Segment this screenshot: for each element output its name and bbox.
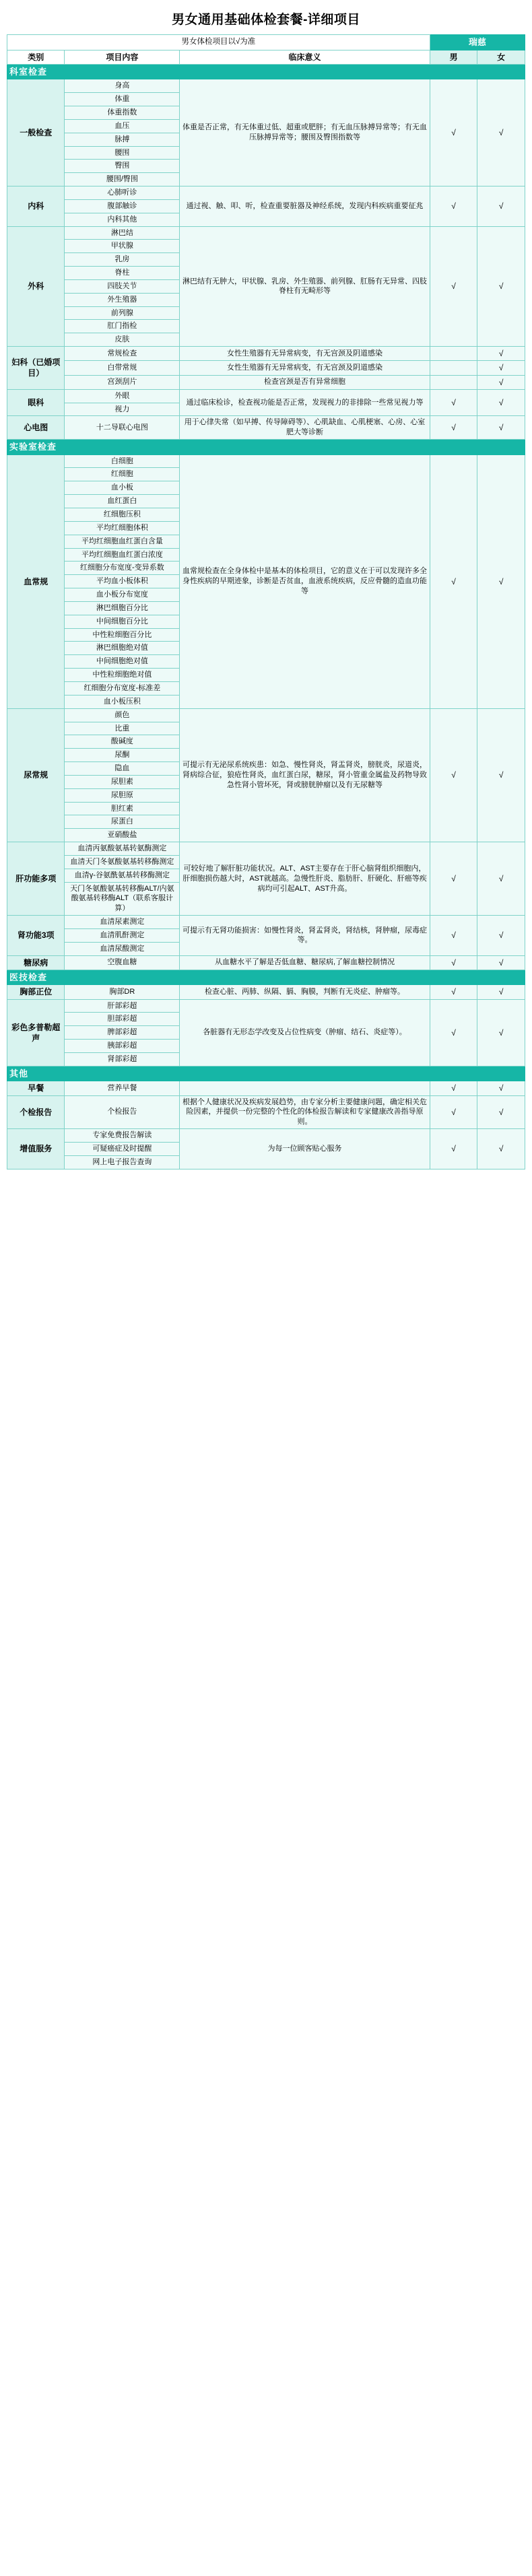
- item-cell: 颜色: [65, 708, 180, 722]
- item-cell: 中性粒细胞绝对值: [65, 669, 180, 682]
- meaning-cell: 检查宫颈是否有异常细胞: [180, 375, 430, 389]
- item-cell: 红细胞压积: [65, 508, 180, 522]
- item-cell: 肝部彩超: [65, 999, 180, 1013]
- table-row: [7, 842, 525, 856]
- item-cell: 红细胞分布宽度-标准差: [65, 681, 180, 695]
- meaning-cell: 体重是否正常，有无体重过低、超重或肥胖；有无血压脉搏异常等；有无血压脉搏异常等；腰围及臀围指数等: [180, 79, 430, 187]
- item-cell: 血小板压积: [65, 695, 180, 708]
- meaning-cell: [180, 1081, 430, 1095]
- category-cell: 心电图: [7, 416, 65, 440]
- item-cell: 宫颈刮片: [65, 375, 180, 389]
- item-cell: 血清天门冬氨酸氨基转移酶测定: [65, 855, 180, 869]
- item-cell: 脾部彩超: [65, 1026, 180, 1040]
- meaning-cell: 女性生殖器有无异常病变，有无宫颈及阴道感染: [180, 347, 430, 361]
- female-check-cell: √: [477, 985, 525, 999]
- item-cell: 红细胞: [65, 468, 180, 481]
- col-header-meaning: 临床意义: [180, 50, 430, 64]
- female-check-cell: √: [477, 79, 525, 187]
- item-cell: 天门冬氨酸氨基转移酶ALT/内氨酸氨基转移酶ALT（联系客服计算）: [65, 882, 180, 916]
- item-cell: 内科其他: [65, 213, 180, 226]
- item-cell: 甲状腺: [65, 240, 180, 253]
- meaning-cell: 通过视、触、叩、听，检查重要脏器及神经系统，发现内科疾病重要征兆: [180, 187, 430, 227]
- item-cell: 十二导联心电图: [65, 416, 180, 440]
- item-cell: 腹部触诊: [65, 199, 180, 213]
- item-cell: 可疑癌症及时提醒: [65, 1142, 180, 1155]
- item-cell: 体重: [65, 93, 180, 106]
- item-cell: 尿酮: [65, 749, 180, 762]
- female-check-cell: √: [477, 916, 525, 956]
- meaning-cell: 淋巴结有无肿大，甲状腺、乳房、外生殖器、前列腺、肛肠有无异常、四肢脊柱有无畸形等: [180, 226, 430, 347]
- item-cell: 营养早餐: [65, 1081, 180, 1095]
- item-cell: 血小板: [65, 481, 180, 495]
- category-cell: 内科: [7, 187, 65, 227]
- item-cell: 中性粒细胞百分比: [65, 628, 180, 642]
- table-row: [7, 416, 525, 440]
- item-cell: 体重指数: [65, 106, 180, 119]
- item-cell: 胸部DR: [65, 985, 180, 999]
- meaning-cell: 通过临床检诊，检查视功能是否正常，发现视力的非排除一些常见视力等: [180, 389, 430, 416]
- section-row: [7, 1066, 525, 1081]
- table-row: [7, 955, 525, 970]
- category-cell: 眼科: [7, 389, 65, 416]
- brand-cell: 瑞慈: [430, 35, 525, 50]
- item-cell: 胰部彩超: [65, 1040, 180, 1053]
- page-container: [0, 0, 532, 1179]
- female-check-cell: √: [477, 347, 525, 361]
- female-check-cell: √: [477, 1095, 525, 1129]
- item-cell: 血清γ-谷氨酰氨基转移酶测定: [65, 869, 180, 882]
- item-cell: 外眼: [65, 389, 180, 403]
- page-title: 男女通用基础体检套餐-详细项目: [172, 13, 360, 27]
- female-check-cell: √: [477, 375, 525, 389]
- item-cell: 隐血: [65, 762, 180, 776]
- col-header-male: 男: [430, 50, 477, 64]
- female-check-cell: √: [477, 955, 525, 970]
- item-cell: 皮肤: [65, 333, 180, 347]
- female-check-cell: √: [477, 708, 525, 842]
- meaning-cell: 检查心脏、两肺、纵隔、膈、胸膜，判断有无炎症、肿瘤等。: [180, 985, 430, 999]
- item-cell: 尿蛋白: [65, 815, 180, 829]
- item-cell: 空腹血糖: [65, 955, 180, 970]
- item-cell: 淋巴细胞绝对值: [65, 642, 180, 655]
- meaning-cell: 可较好地了解肝脏功能状况。ALT、AST主要存在于肝心脑肾组织细胞内，肝细胞损伤越大时，AST就越高。急慢性肝炎、脂肪肝、肝硬化、肝癌等疾病均可引起ALT、AST升高。: [180, 842, 430, 916]
- male-check-cell: √: [430, 708, 477, 842]
- item-cell: 血清肌酐测定: [65, 929, 180, 943]
- category-cell: 外科: [7, 226, 65, 347]
- item-cell: 血清尿酸测定: [65, 942, 180, 955]
- meaning-cell: 为每一位顾客贴心服务: [180, 1129, 430, 1170]
- male-check-cell: √: [430, 999, 477, 1066]
- male-check-cell: [430, 347, 477, 361]
- item-cell: 四肢关节: [65, 279, 180, 293]
- table-body: [7, 35, 525, 1170]
- header-note: 男女体检项目以√为准: [7, 35, 430, 50]
- table-row: [7, 1095, 525, 1129]
- meaning-cell: 各脏器有无形态学改变及占位性病变（肿瘤、结石、炎症等）。: [180, 999, 430, 1066]
- item-cell: 心肺听诊: [65, 187, 180, 200]
- table-row: [7, 375, 525, 389]
- category-cell: 胸部正位: [7, 985, 65, 999]
- male-check-cell: √: [430, 955, 477, 970]
- table-row: [7, 226, 525, 240]
- male-check-cell: [430, 361, 477, 375]
- category-cell: 早餐: [7, 1081, 65, 1095]
- title-wrapper: [7, 5, 525, 34]
- female-check-cell: √: [477, 1081, 525, 1095]
- item-cell: 血清丙氨酸氨基转氨酶测定: [65, 842, 180, 856]
- category-cell: 糖尿病: [7, 955, 65, 970]
- female-check-cell: √: [477, 389, 525, 416]
- category-cell: 增值服务: [7, 1129, 65, 1170]
- meaning-cell: 可提示有无泌尿系统疾患：如急、慢性肾炎，肾盂肾炎，膀胱炎，尿道炎，肾病综合征，狼疮性肾炎，血红蛋白尿，糖尿，肾小管重金属盐及药物导致急性肾小管坏死，肾或膀胱肿瘤以及有无尿糖等: [180, 708, 430, 842]
- male-check-cell: √: [430, 1095, 477, 1129]
- col-header-item: 项目内容: [65, 50, 180, 64]
- item-cell: 平均红细胞血红蛋白浓度: [65, 548, 180, 562]
- item-cell: 比重: [65, 722, 180, 735]
- category-cell: 个检报告: [7, 1095, 65, 1129]
- item-cell: 白细胞: [65, 454, 180, 468]
- male-check-cell: √: [430, 1129, 477, 1170]
- table-row: [7, 389, 525, 403]
- section-title-1: 实验室检查: [7, 440, 525, 455]
- female-check-cell: √: [477, 1129, 525, 1170]
- male-check-cell: √: [430, 916, 477, 956]
- category-cell: 一般检查: [7, 79, 65, 187]
- male-check-cell: √: [430, 1081, 477, 1095]
- category-cell: 血常规: [7, 454, 65, 708]
- item-cell: 身高: [65, 79, 180, 93]
- item-cell: 腰围/臀围: [65, 173, 180, 187]
- meaning-cell: 从血糖水平了解是否低血糖、糖尿病,了解血糖控制情况: [180, 955, 430, 970]
- male-check-cell: √: [430, 985, 477, 999]
- table-row: [7, 708, 525, 722]
- male-check-cell: √: [430, 454, 477, 708]
- meaning-cell: 女性生殖器有无异常病变，有无宫颈及阴道感染: [180, 361, 430, 375]
- col-header-female: 女: [477, 50, 525, 64]
- item-cell: 平均血小板体积: [65, 575, 180, 588]
- table-row: [7, 361, 525, 375]
- category-cell: 尿常规: [7, 708, 65, 842]
- item-cell: 红细胞分布宽度-变异系数: [65, 562, 180, 575]
- item-cell: 网上电子报告查询: [65, 1155, 180, 1169]
- male-check-cell: √: [430, 842, 477, 916]
- female-check-cell: √: [477, 842, 525, 916]
- meaning-cell: 根据个人健康状况及疾病发展趋势，由专家分析主要健康问题，确定相关危险因素，并提供一份完整的个性化的体检报告解读和专家健康改善指导原则。: [180, 1095, 430, 1129]
- table-row: [7, 454, 525, 468]
- item-cell: 胆红素: [65, 802, 180, 815]
- female-check-cell: √: [477, 226, 525, 347]
- category-cell: 妇科（已婚项目）: [7, 347, 65, 390]
- section-row: [7, 440, 525, 455]
- section-title-3: 其他: [7, 1066, 525, 1081]
- item-cell: 乳房: [65, 253, 180, 267]
- female-check-cell: √: [477, 454, 525, 708]
- table-header-row-2: [7, 50, 525, 64]
- category-cell: 彩色多普勒超声: [7, 999, 65, 1066]
- item-cell: 臀围: [65, 160, 180, 173]
- item-cell: 酸碱度: [65, 735, 180, 749]
- meaning-cell: 血常规检查在全身体检中是基本的体检项目，它的意义在于可以发现许多全身性疾病的早期迹象，诊断是否贫血，血液系统疾病，反应骨髓的造血功能等: [180, 454, 430, 708]
- male-check-cell: √: [430, 389, 477, 416]
- item-cell: 尿胆原: [65, 788, 180, 802]
- item-cell: 血小板分布宽度: [65, 588, 180, 602]
- item-cell: 血清尿素测定: [65, 916, 180, 929]
- item-cell: 淋巴结: [65, 226, 180, 240]
- category-cell: 肝功能多项: [7, 842, 65, 916]
- female-check-cell: √: [477, 361, 525, 375]
- table-row: [7, 985, 525, 999]
- item-cell: 常规检查: [65, 347, 180, 361]
- table-row: [7, 916, 525, 929]
- table-row: [7, 1129, 525, 1143]
- male-check-cell: √: [430, 187, 477, 227]
- item-cell: 中间细胞绝对值: [65, 655, 180, 669]
- item-cell: 肾部彩超: [65, 1053, 180, 1066]
- item-cell: 亚硝酸盐: [65, 829, 180, 842]
- section-title-2: 医技检查: [7, 970, 525, 985]
- item-cell: 脉搏: [65, 133, 180, 146]
- item-cell: 脊柱: [65, 267, 180, 280]
- female-check-cell: √: [477, 416, 525, 440]
- table-row: [7, 187, 525, 200]
- item-cell: 平均红细胞体积: [65, 521, 180, 535]
- medical-checkup-table: [7, 34, 525, 1170]
- male-check-cell: √: [430, 416, 477, 440]
- item-cell: 白带常规: [65, 361, 180, 375]
- table-row: [7, 79, 525, 93]
- item-cell: 胆部彩超: [65, 1013, 180, 1026]
- item-cell: 腰围: [65, 146, 180, 160]
- male-check-cell: √: [430, 79, 477, 187]
- item-cell: 血红蛋白: [65, 495, 180, 508]
- table-row: [7, 999, 525, 1013]
- item-cell: 前列腺: [65, 306, 180, 320]
- section-row: [7, 970, 525, 985]
- table-header-row-1: [7, 35, 525, 50]
- item-cell: 视力: [65, 403, 180, 416]
- male-check-cell: [430, 375, 477, 389]
- item-cell: 外生殖器: [65, 293, 180, 306]
- item-cell: 肛门指检: [65, 320, 180, 333]
- male-check-cell: √: [430, 226, 477, 347]
- item-cell: 血压: [65, 119, 180, 133]
- col-header-category: 类别: [7, 50, 65, 64]
- table-row: [7, 347, 525, 361]
- female-check-cell: √: [477, 999, 525, 1066]
- meaning-cell: 用于心律失常（如早搏、传导障碍等）、心肌缺血、心肌梗塞、心房、心室肥大等诊断: [180, 416, 430, 440]
- category-cell: 肾功能3项: [7, 916, 65, 956]
- meaning-cell: 可提示有无肾功能损害：如慢性肾炎，肾孟肾炎，肾结核，肾肿瘤，尿毒症等。: [180, 916, 430, 956]
- item-cell: 专家免费报告解读: [65, 1129, 180, 1143]
- item-cell: 尿胆素: [65, 775, 180, 788]
- section-title-0: 科室检查: [7, 64, 525, 79]
- section-row: [7, 64, 525, 79]
- item-cell: 平均红细胞血红蛋白含量: [65, 535, 180, 548]
- item-cell: 淋巴细胞百分比: [65, 601, 180, 615]
- female-check-cell: √: [477, 187, 525, 227]
- item-cell: 个检报告: [65, 1095, 180, 1129]
- item-cell: 中间细胞百分比: [65, 615, 180, 628]
- table-row: [7, 1081, 525, 1095]
